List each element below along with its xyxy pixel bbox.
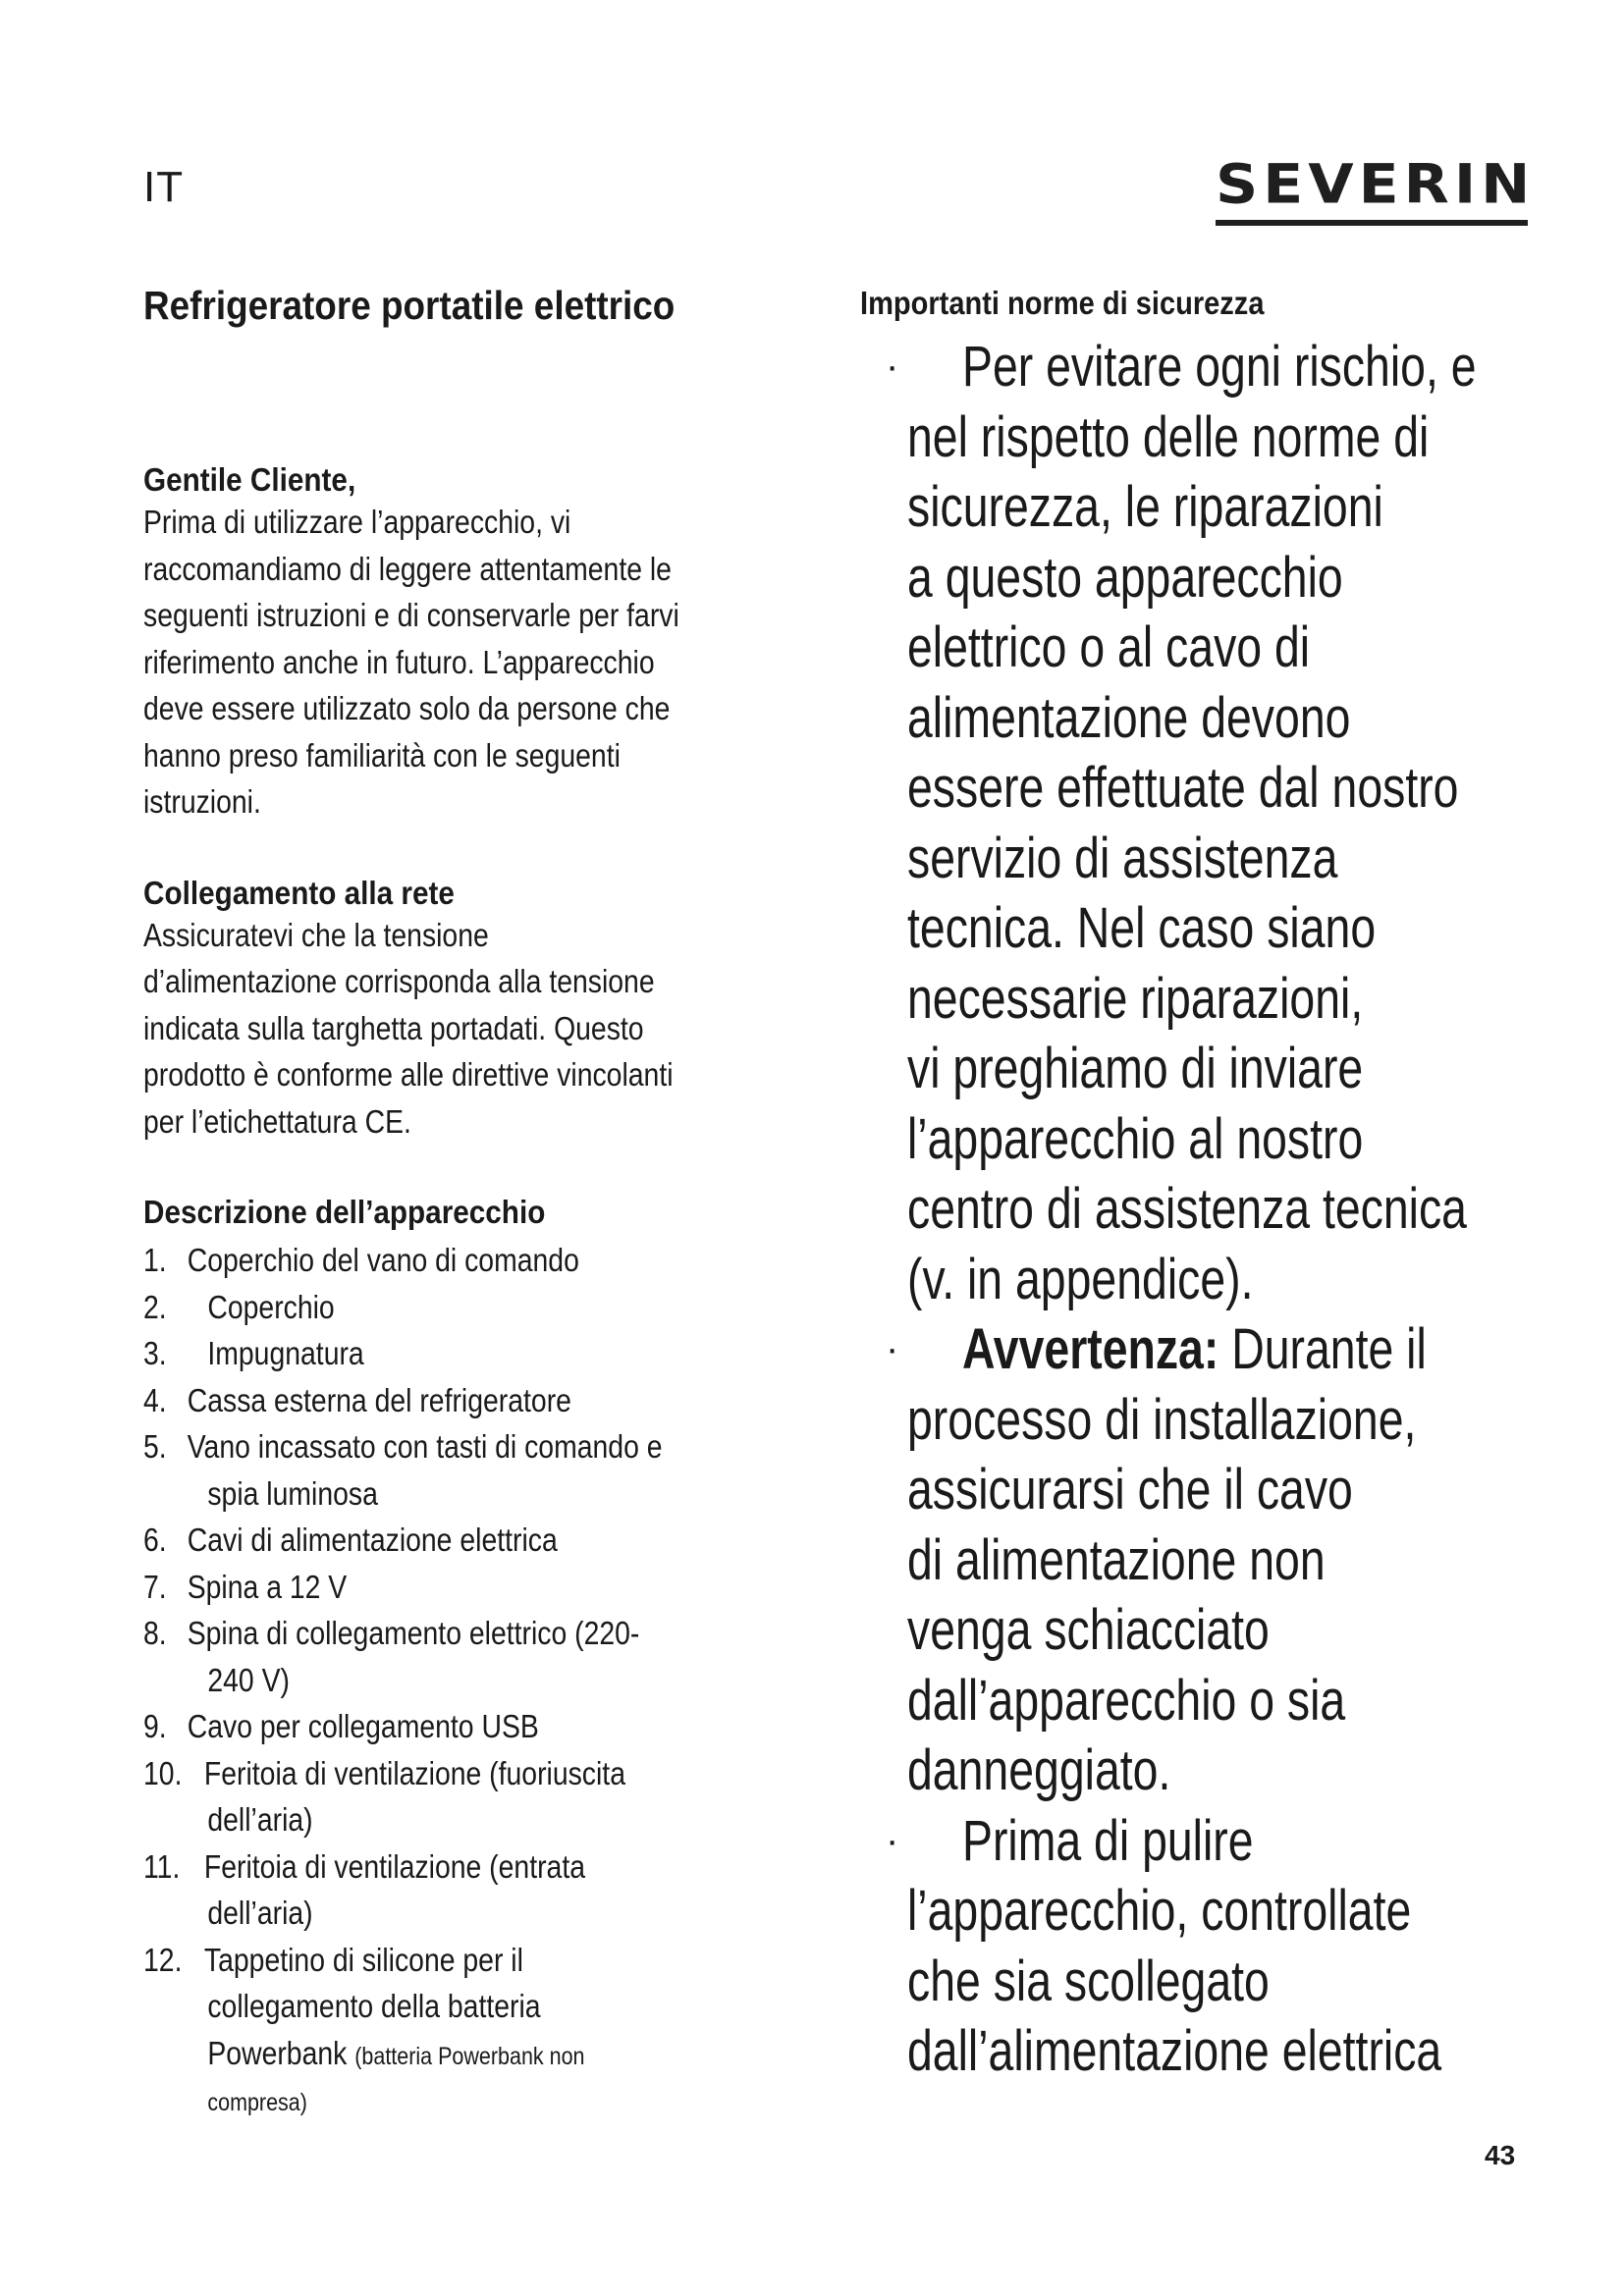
rule-line: a questo apparecchio	[907, 545, 1343, 610]
item-text: Spina a 12 V	[187, 1568, 348, 1605]
list-item	[143, 1564, 836, 1611]
item-number: 10.	[143, 1754, 183, 1791]
rule-line: dall’alimentazione elettrica	[907, 2019, 1442, 2083]
text-line: Prima di utilizzare l’apparecchio, vi	[143, 504, 571, 540]
item-number: 2.	[143, 1288, 167, 1325]
page-number: 43	[1485, 2140, 1516, 2170]
rule-line: tecnica. Nel caso siano	[907, 896, 1377, 960]
rule-line	[907, 1314, 1583, 1385]
item-number: 7.	[143, 1568, 167, 1605]
rule-line: nel rispetto delle norme di	[907, 404, 1430, 469]
parts-list	[143, 1237, 836, 2127]
list-item	[143, 1237, 836, 1284]
safety-heading: Importanti norme di sicurezza	[860, 285, 1265, 321]
list-item	[143, 1423, 836, 1517]
item-text: Cavo per collegamento USB	[187, 1708, 539, 1744]
text-line: seguenti istruzioni e di conservarle per farvi	[143, 597, 679, 633]
rule-line: (v. in appendice).	[907, 1247, 1254, 1311]
item-text: Coperchio del vano di comando	[187, 1242, 579, 1278]
rule-line: venga schiacciato	[907, 1598, 1270, 1662]
item-text: Coperchio	[207, 1288, 335, 1325]
product-title: Refrigeratore portatile elettrico	[143, 283, 676, 328]
item-text-continued	[188, 2030, 836, 2081]
bullet-icon: ·	[886, 345, 899, 388]
greeting-section	[143, 461, 831, 826]
item-text-continued: dell’aria)	[207, 1801, 313, 1838]
rule-line: essere effettuate dal nostro	[907, 756, 1459, 820]
text-line: Assicuratevi che la tensione	[143, 916, 489, 953]
item-text: Feritoia di ventilazione (fuoriuscita	[203, 1754, 625, 1791]
item-text: Cassa esterna del refrigeratore	[187, 1381, 571, 1418]
item-number: 1.	[143, 1242, 167, 1278]
item-text: Vano incassato con tasti di comando e	[187, 1428, 663, 1465]
text-line: d’alimentazione corrisponda alla tensione	[143, 963, 655, 999]
rule-line: che sia scollegato	[907, 1949, 1270, 2013]
rule-text	[907, 332, 1583, 1314]
item-text: Spina di collegamento elettrico (220-	[187, 1615, 640, 1651]
item-text: Cavi di alimentazione elettrica	[187, 1522, 558, 1558]
item-number: 9.	[143, 1708, 167, 1744]
item-text: Tappetino di silicone per il	[203, 1941, 523, 1978]
logo-underline	[1216, 220, 1528, 226]
description-section	[143, 1194, 831, 2127]
powerbank-label: Powerbank	[207, 2034, 348, 2071]
right-column	[860, 285, 1567, 2087]
greeting-heading: Gentile Cliente,	[143, 461, 356, 498]
rule-line: Per evitare ogni rischio, e	[962, 335, 1477, 399]
rule-line: servizio di assistenza	[907, 826, 1338, 890]
rule-line: dall’apparecchio o sia	[907, 1668, 1346, 1733]
text-line: prodotto è conforme alle direttive vincolanti	[143, 1056, 674, 1093]
list-item	[143, 1703, 836, 1750]
grid-connection-section	[143, 875, 831, 1146]
list-item	[143, 1937, 836, 2127]
safety-rule	[860, 1806, 1567, 2087]
list-item	[143, 1330, 836, 1377]
list-item	[143, 1610, 836, 1703]
logo-wordmark: SEVERIN	[1216, 152, 1536, 217]
text-line: istruzioni.	[143, 783, 261, 820]
rule-line: necessarie riparazioni,	[907, 966, 1364, 1031]
item-number: 5.	[143, 1428, 167, 1465]
item-text-continued: dell’aria)	[207, 1895, 313, 1931]
severin-logo	[1216, 152, 1536, 226]
powerbank-note-continued: compresa)	[207, 2089, 307, 2116]
powerbank-note: (batteria Powerbank non	[354, 2042, 585, 2070]
list-item	[143, 1843, 836, 1937]
left-column	[143, 283, 831, 2127]
text-line: raccomandiamo di leggere attentamente le	[143, 550, 672, 587]
rule-line: danneggiato.	[907, 1738, 1171, 1802]
warning-label: Avvertenza:	[962, 1317, 1219, 1381]
warning-text: Durante il	[1218, 1317, 1427, 1381]
rule-line: processo di installazione,	[907, 1387, 1417, 1452]
item-text: Impugnatura	[207, 1335, 364, 1371]
item-text: Feritoia di ventilazione (entrata	[203, 1847, 585, 1885]
bullet-icon: ·	[886, 1327, 899, 1370]
item-text-continued: spia luminosa	[207, 1474, 378, 1512]
language-code: IT	[143, 163, 185, 211]
description-heading: Descrizione dell’apparecchio	[143, 1194, 546, 1230]
text-line: deve essere utilizzato solo da persone che	[143, 690, 671, 726]
bullet-icon: ·	[886, 1818, 899, 1862]
rule-line: elettrico o al cavo di	[907, 615, 1311, 679]
rule-line: vi preghiamo di inviare	[907, 1037, 1364, 1100]
item-number: 12.	[143, 1941, 183, 1978]
text-line: riferimento anche in futuro. L’apparecchio	[143, 643, 655, 680]
greeting-text	[143, 499, 819, 826]
item-number: 11.	[143, 1847, 181, 1885]
list-item	[143, 1377, 836, 1424]
grid-connection-heading: Collegamento alla rete	[143, 874, 455, 911]
rule-text	[907, 1806, 1583, 2087]
safety-rules	[860, 332, 1567, 2087]
list-item	[143, 1517, 836, 1564]
rule-line: Prima di pulire	[962, 1808, 1254, 1873]
rule-line: l’apparecchio al nostro	[907, 1106, 1364, 1171]
item-number: 6.	[143, 1522, 167, 1558]
item-number: 4.	[143, 1381, 167, 1418]
rule-line: l’apparecchio, controllate	[907, 1879, 1412, 1943]
rule-line: alimentazione devono	[907, 685, 1351, 750]
item-number: 3.	[143, 1335, 167, 1371]
text-line: indicata sulla targhetta portadati. Questo	[143, 1009, 644, 1046]
rule-line: assicurarsi che il cavo	[907, 1458, 1353, 1522]
text-line: hanno preso familiarità con le seguenti	[143, 736, 621, 774]
rule-line: sicurezza, le riparazioni	[907, 475, 1383, 539]
list-item	[143, 1284, 836, 1331]
grid-connection-text	[143, 912, 819, 1146]
safety-rule	[860, 1314, 1567, 1806]
rule-line: centro di assistenza tecnica	[907, 1177, 1467, 1241]
text-line: per l’etichettatura CE.	[143, 1102, 411, 1140]
safety-rule	[860, 332, 1567, 1314]
rule-line: di alimentazione non	[907, 1527, 1326, 1592]
item-text-continued: 240 V)	[207, 1661, 290, 1698]
item-number: 8.	[143, 1615, 167, 1651]
rule-text	[907, 1314, 1583, 1806]
list-item	[143, 1750, 836, 1843]
item-text-continued: collegamento della batteria	[207, 1988, 541, 2024]
